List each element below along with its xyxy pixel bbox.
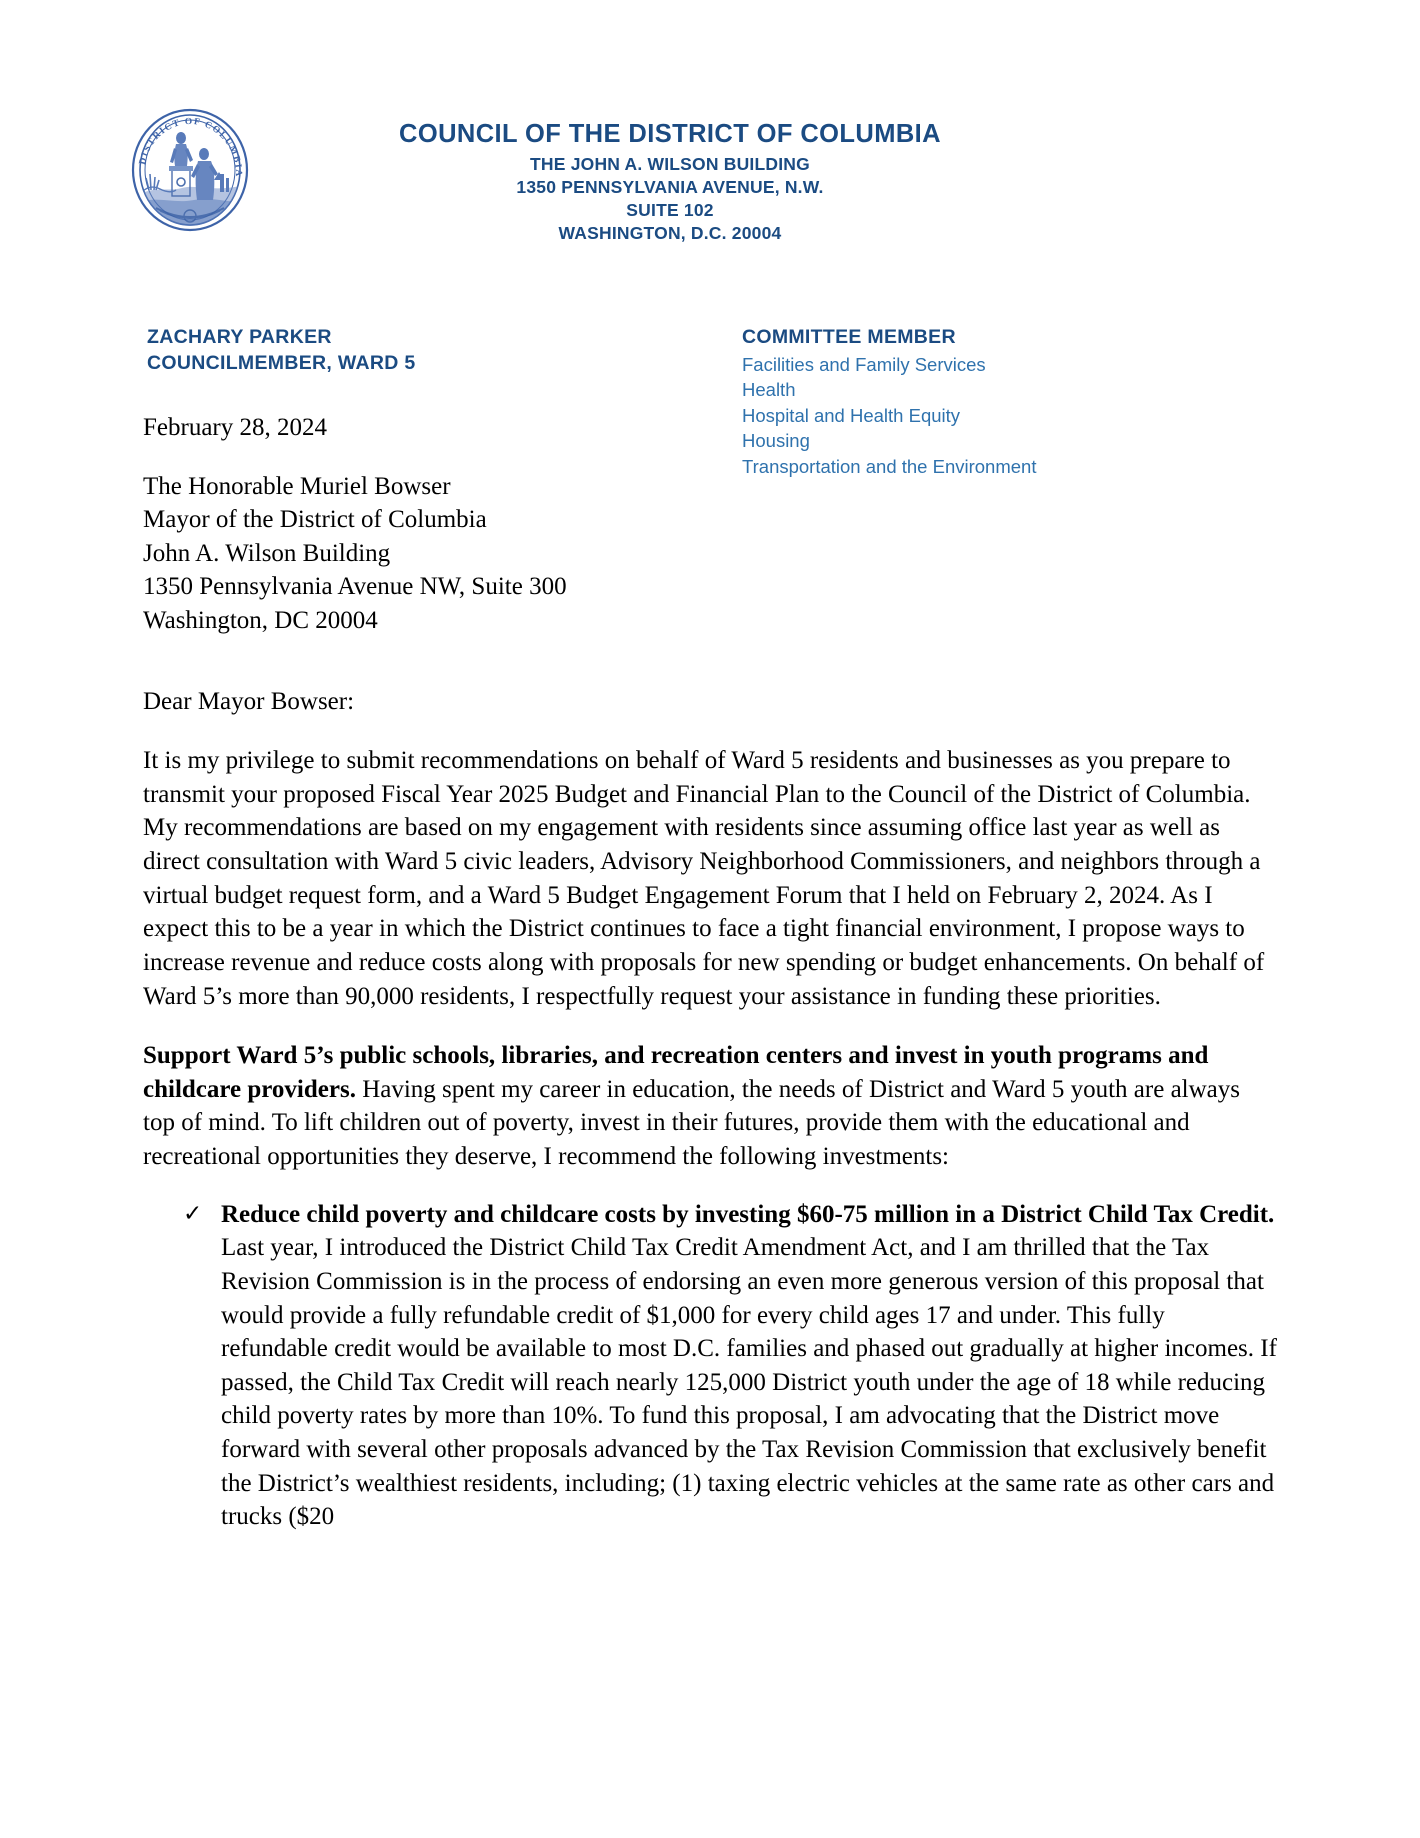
svg-text:DISTRICT OF COLUMBIA: DISTRICT OF COLUMBIA	[137, 116, 244, 178]
recommendation-list	[143, 1198, 1277, 1534]
member-name: ZACHARY PARKER	[147, 326, 332, 348]
org-address	[300, 153, 1040, 245]
committee-heading: COMMITTEE MEMBER	[742, 326, 956, 348]
addressee-line-4: Washington, DC 20004	[143, 607, 378, 634]
committee-item-2: Hospital and Health Equity	[742, 404, 961, 426]
org-address-line-1: THE JOHN A. WILSON BUILDING	[530, 153, 810, 174]
addressee-line-2: John A. Wilson Building	[143, 539, 391, 567]
org-address-line-2: 1350 PENNSYLVANIA AVENUE, N.W.	[516, 176, 824, 197]
addressee-line-1: Mayor of the District of Columbia	[143, 506, 487, 534]
salutation: Dear Mayor Bowser:	[143, 687, 355, 715]
letter-date: February 28, 2024	[143, 414, 327, 441]
addressee-line-0: The Honorable Muriel Bowser	[143, 472, 451, 500]
list-item	[143, 1198, 1277, 1534]
organization-header	[300, 120, 1040, 245]
letterhead	[0, 0, 1420, 265]
body-paragraph-2	[143, 1039, 1277, 1174]
letter-body	[143, 412, 1277, 1552]
bullet-body-text: Last year, I introduced the District Child Tax Credit Amendment Act, and I am thrilled that the Tax Revision Commission is in the process of endorsing an even more generous version of this proposal that would provide a fully refundable credit of $1,000 for every child ages 17 and under. This fully refundable credit would be available to most D.C. families and phased out gradually at higher incomes. If passed, the Child Tax Credit will reach nearly 125,000 District youth under the age of 18 while reducing child poverty rates by more than 10%. To fund this proposal, I am advocating that the District move forward with several other proposals advanced by the Tax Revision Commission that exclusively benefit the District’s wealthiest residents, including; (1) taxing electric vehicles at the same rate as other cars and trucks ($20	[221, 1234, 1277, 1531]
member-name-block	[147, 325, 415, 376]
member-title: COUNCILMEMBER, WARD 5	[147, 351, 416, 374]
committee-item-4: Transportation and the Environment	[742, 455, 1037, 477]
body-paragraph-2-lead: Support Ward 5’s public schools, libraries, and recreation centers and invest in youth programs and childcare providers.	[143, 1042, 1209, 1103]
org-address-line-4: WASHINGTON, D.C. 20004	[558, 222, 782, 243]
addressee-line-3: 1350 Pennsylvania Avenue NW, Suite 300	[143, 573, 567, 601]
committee-item-0: Facilities and Family Services	[742, 353, 986, 375]
committee-item-1: Health	[742, 379, 796, 401]
org-address-line-3: SUITE 102	[626, 199, 714, 220]
checkmark-icon: ✓	[183, 1200, 203, 1227]
addressee-block	[143, 470, 1277, 638]
org-title: COUNCIL OF THE DISTRICT OF COLUMBIA	[399, 120, 941, 148]
committee-item-3: Housing	[742, 430, 810, 452]
body-paragraph-2-rest: Having spent my career in education, the needs of District and Ward 5 youth are always top of mind. To lift children out of poverty, invest in their futures, provide them with the educational and recreational opportunities they deserve, I recommend the following investments:	[143, 1075, 1240, 1170]
dc-seal-icon	[128, 108, 252, 232]
bullet-lead-text: Reduce child poverty and childcare costs by investing $60-75 million in a District Child Tax Credit.	[221, 1200, 1275, 1228]
body-paragraph-1: It is my privilege to submit recommendations on behalf of Ward 5 residents and businesses as you prepare to transmit your proposed Fiscal Year 2025 Budget and Financial Plan to the Council of the District of Columbia. My recommendations are based on my engagement with residents since assuming office last year as well as direct consultation with Ward 5 civic leaders, Advisory Neighborhood Commissioners, and neighbors through a virtual budget request form, and a Ward 5 Budget Engagement Forum that I held on February 2, 2024. As I expect this to be a year in which the District continues to face a tight financial environment, I propose ways to increase revenue and reduce costs along with proposals for new spending or budget enhancements. On behalf of Ward 5’s more than 90,000 residents, I respectfully request your assistance in funding these priorities.	[143, 747, 1265, 1010]
